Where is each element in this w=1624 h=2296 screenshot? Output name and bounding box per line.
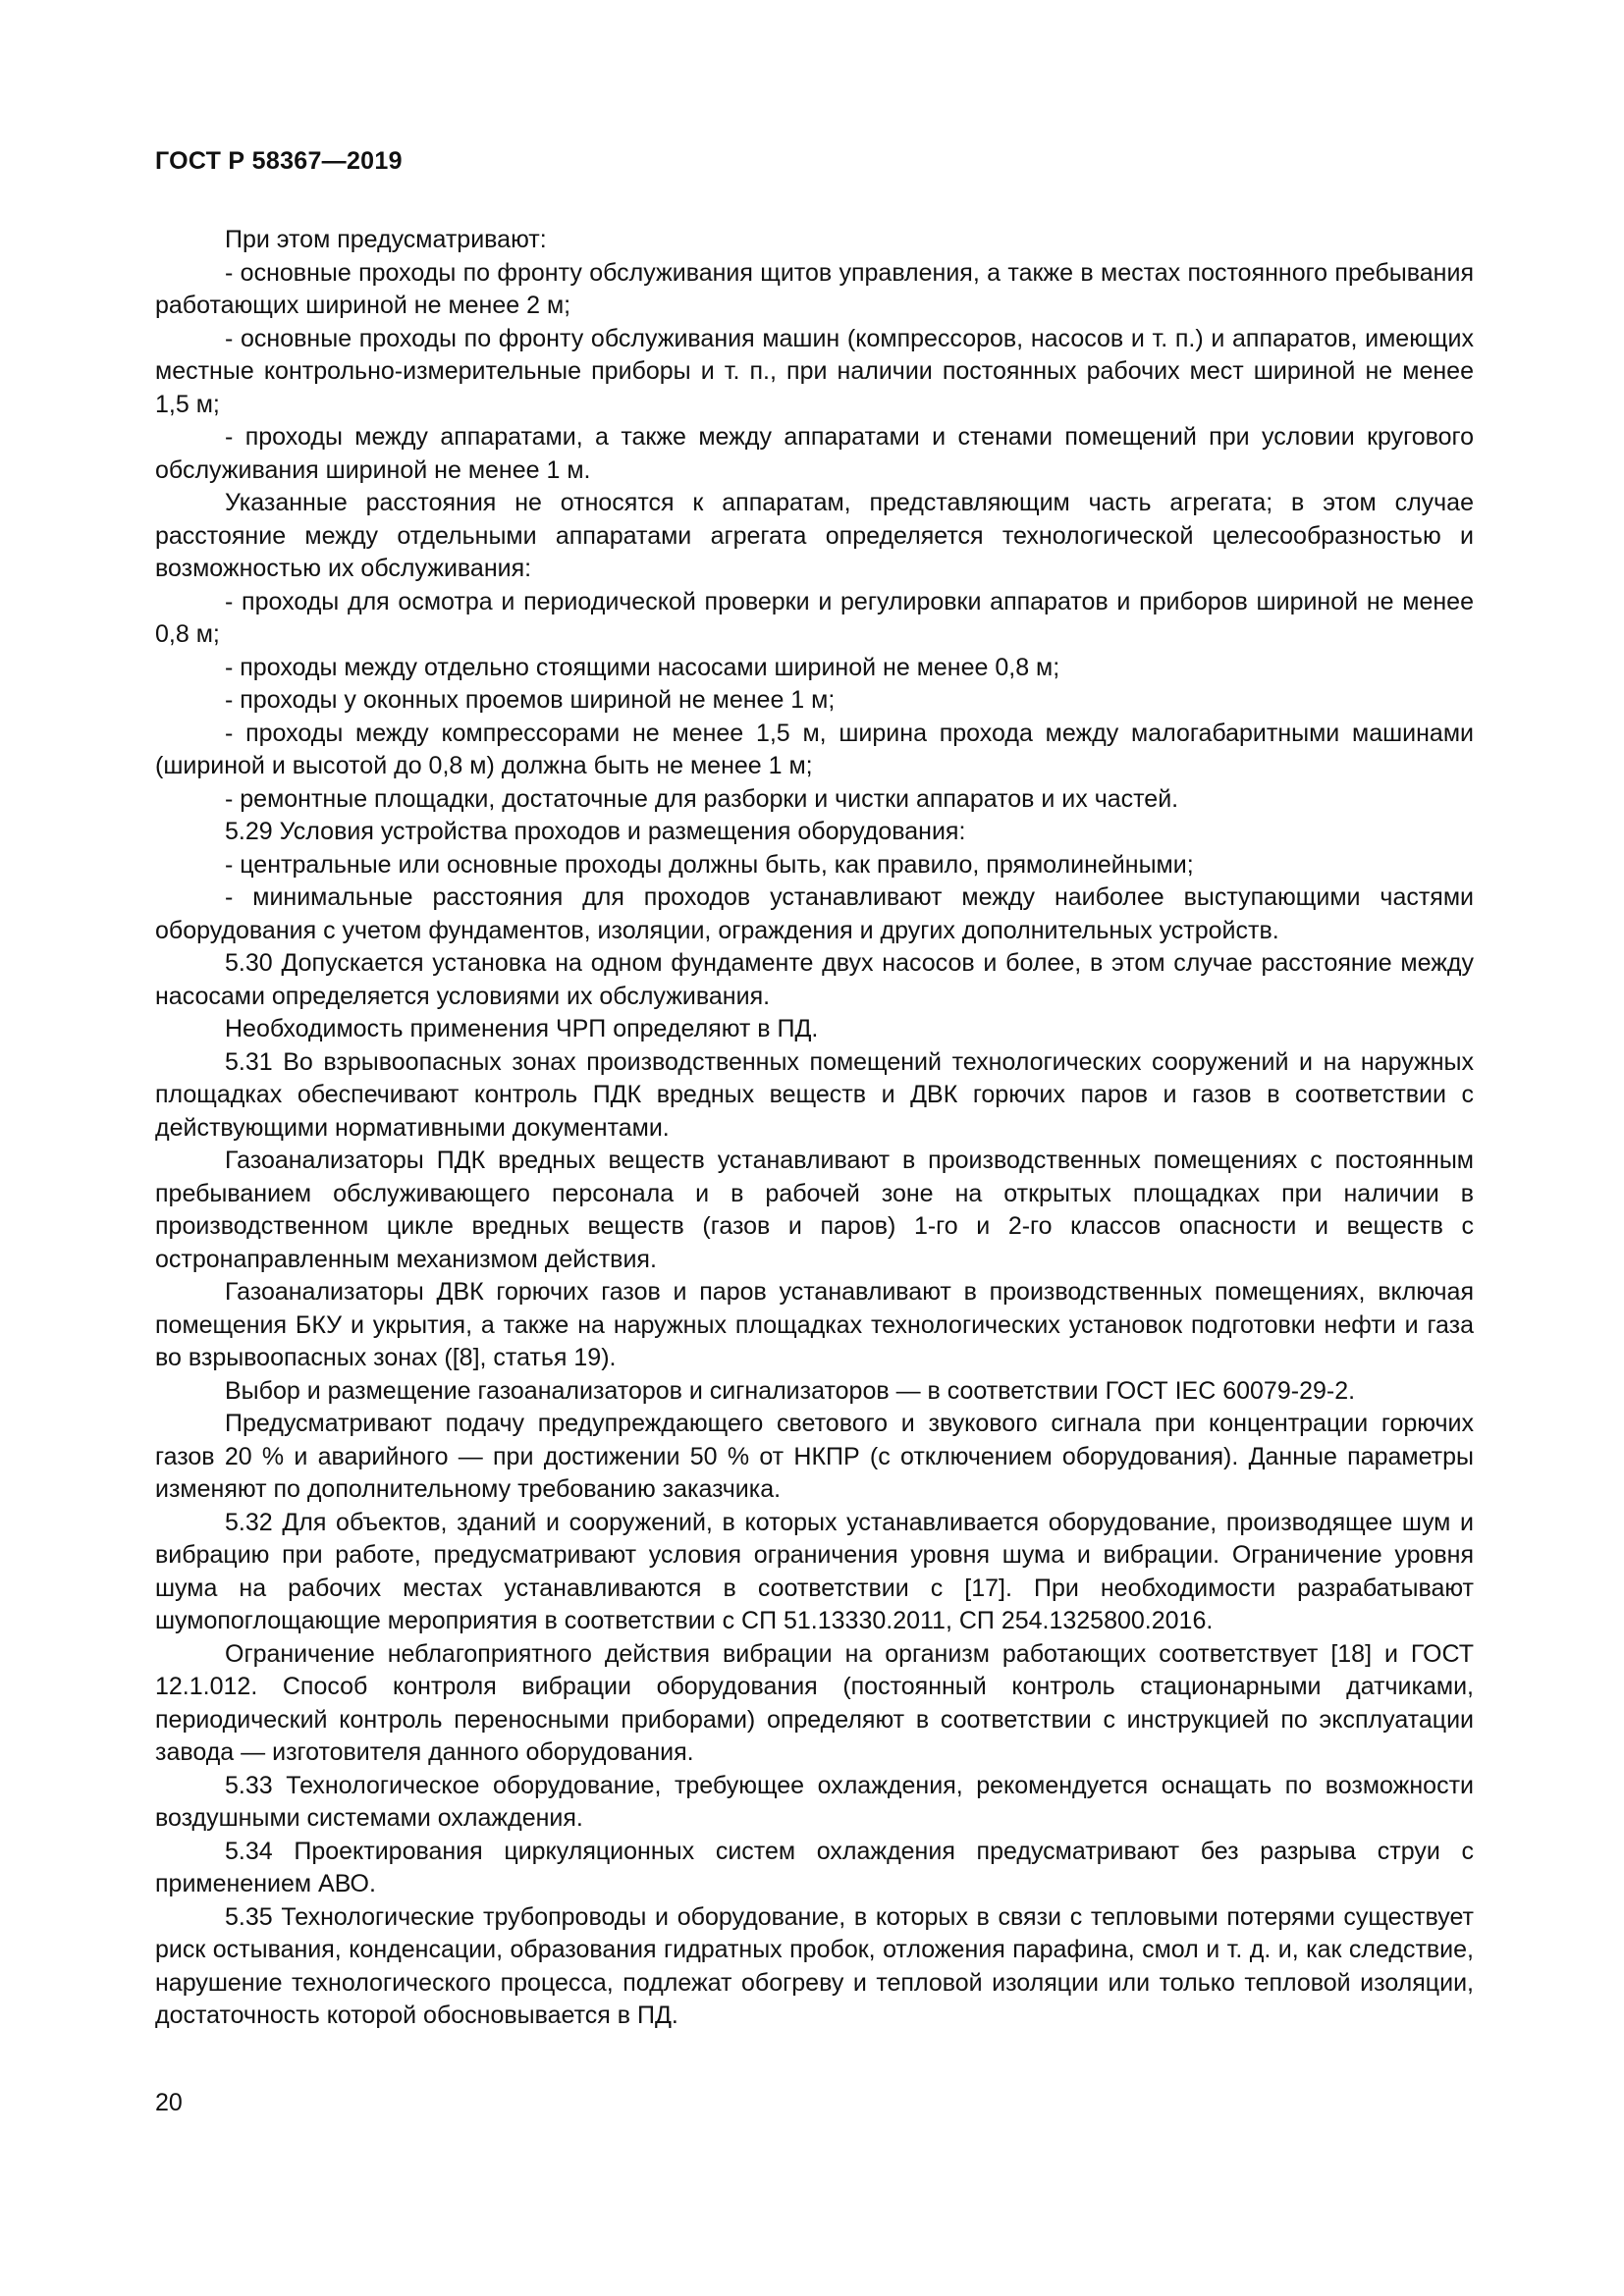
paragraph: Выбор и размещение газоанализаторов и сигнализаторов — в соответствии ГОСТ IEC 60079-29-2. [225, 1376, 1356, 1405]
page-number: 20 [155, 2089, 183, 2116]
paragraph: 5.30 Допускается установка на одном фундаменте двух насосов и более, в этом случае расстояние между насосами определяется условиями их обслуживания. [155, 949, 1474, 1010]
paragraph: Необходимость применения ЧРП определяют в ПД. [225, 1015, 819, 1042]
paragraph: 5.34 Проектирования циркуляционных систем охлаждения предусматривают без разрыва струи с применением АВО. [155, 1837, 1474, 1897]
document-header: ГОСТ Р 58367—2019 [155, 147, 403, 175]
paragraph: При этом предусматривают: [225, 226, 547, 253]
paragraph: 5.33 Технологическое оборудование, требующее охлаждения, рекомендуется оснащать по возможности воздушными системами охлаждения. [155, 1771, 1474, 1832]
paragraph: Указанные расстояния не относятся к аппаратам, представляющим часть агрегата; в этом случае расстояние между отдельными аппаратами агрегата определяется технологической целесообразностью и возможностью их обслуживания: [155, 489, 1474, 582]
paragraph: - центральные или основные проходы должны быть, как правило, прямолинейными; [225, 850, 1194, 879]
paragraph: - проходы между компрессорами не менее 1,5 м, ширина прохода между малогабаритными машинами (шириной и высотой до 0,8 м) должна быть не менее 1 м; [155, 719, 1474, 779]
document-body [155, 224, 1474, 2033]
paragraph: Газоанализаторы ДВК горючих газов и паров устанавливают в производственных помещениях, включая помещения БКУ и укрытия, а также на наружных площадках технологических установок подготовки нефти и газа во взрывоопасных зонах ([8], статья 19). [155, 1278, 1474, 1371]
paragraph: - минимальные расстояния для проходов устанавливают между наиболее выступающими частями оборудования с учетом фундаментов, изоляции, ограждения и других дополнительных устройств. [155, 883, 1474, 944]
paragraph: Ограничение неблагоприятного действия вибрации на организм работающих соответствует [18] и ГОСТ 12.1.012. Способ контроля вибрации оборудования (постоянный контроль стационарными датчиками, периодический контроль переносными приборами) определяют в соответствии с инструкцией по эксплуатации завода — изготовителя данного оборудования. [155, 1639, 1474, 1766]
paragraph: - основные проходы по фронту обслуживания щитов управления, а также в местах постоянного пребывания работающих шириной не менее 2 м; [155, 258, 1474, 319]
paragraph: Предусматривают подачу предупреждающего светового и звукового сигнала при концентрации горючих газов 20 % и аварийного — при достижении 50 % от НКПР (с отключением оборудования). Данные параметры изменяют по дополнительному требованию заказчика. [155, 1410, 1474, 1503]
paragraph: - проходы для осмотра и периодической проверки и регулировки аппаратов и приборов шириной не менее 0,8 м; [155, 587, 1474, 648]
paragraph: - проходы между аппаратами, а также между аппаратами и стенами помещений при условии кругового обслуживания шириной не менее 1 м. [155, 423, 1474, 484]
paragraph: 5.29 Условия устройства проходов и размещения оборудования: [225, 818, 966, 845]
paragraph: - проходы между отдельно стоящими насосами шириной не менее 0,8 м; [225, 653, 1060, 681]
paragraph: 5.32 Для объектов, зданий и сооружений, в которых устанавливается оборудование, производящее шум и вибрацию при работе, предусматривают условия ограничения уровня шума и вибрации. Ограничение уровня шума на рабочих местах устанавливаются в соответствии с [17]. При необходимости разрабатывают шумопоглощающие мероприятия в соответствии с СП 51.13330.2011, СП 254.1325800.2016. [155, 1508, 1474, 1634]
paragraph: 5.35 Технологические трубопроводы и оборудование, в которых в связи с тепловыми потерями существует риск остывания, конденсации, образования гидратных пробок, отложения парафина, смол и т. д. и, как следствие, нарушение технологического процесса, подлежат обогреву и тепловой изоляции или только тепловой изоляции, достаточность которой обосновывается в ПД. [155, 1902, 1474, 2029]
paragraph: - проходы у оконных проемов шириной не менее 1 м; [225, 686, 836, 714]
paragraph: 5.31 Во взрывоопасных зонах производственных помещений технологических сооружений и на наружных площадках обеспечивают контроль ПДК вредных веществ и ДВК горючих паров и газов в соответствии с действующими нормативными документами. [155, 1047, 1474, 1142]
paragraph: - ремонтные площадки, достаточные для разборки и чистки аппаратов и их частей. [225, 784, 1179, 813]
paragraph: Газоанализаторы ПДК вредных веществ устанавливают в производственных помещениях с постоянным пребыванием обслуживающего персонала и в рабочей зоне на открытых площадках при наличии в производственном цикле вредных веществ (газов и паров) 1-го и 2-го классов опасности и веществ с остронаправленным механизмом действия. [155, 1147, 1474, 1273]
paragraph: - основные проходы по фронту обслуживания машин (компрессоров, насосов и т. п.) и аппаратов, имеющих местные контрольно-измерительные приборы и т. п., при наличии постоянных рабочих мест шириной не менее 1,5 м; [155, 324, 1474, 418]
